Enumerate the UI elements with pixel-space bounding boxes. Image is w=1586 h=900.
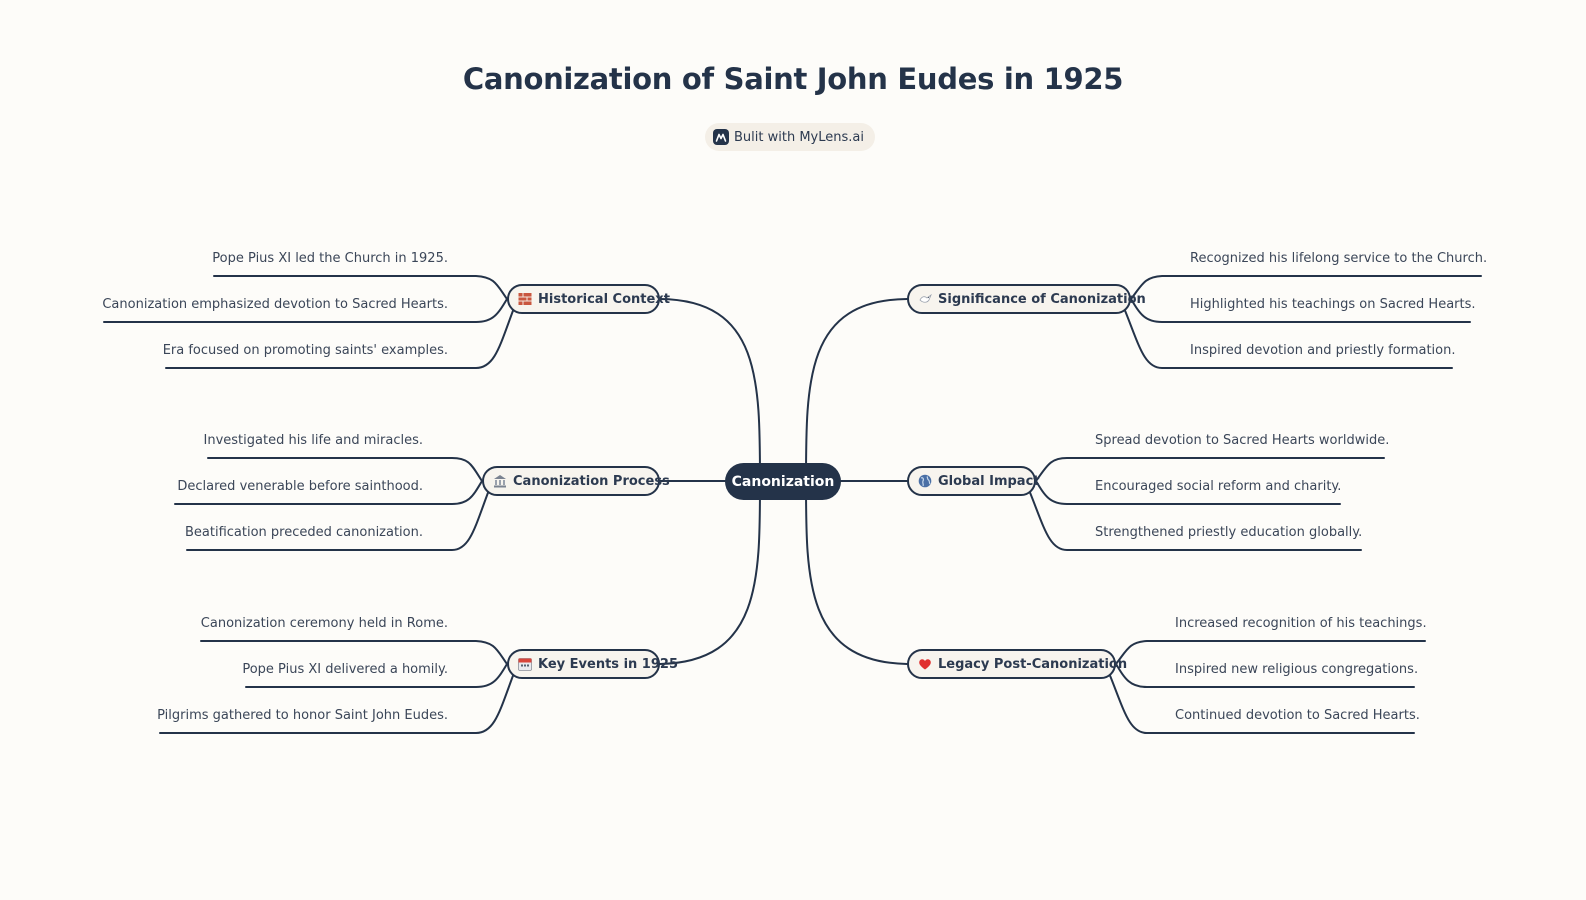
- link-events: [660, 482, 760, 664]
- badge-label: Bulit with MyLens.ai: [734, 129, 864, 145]
- leaf-process-3: Beatification preceded canonization.: [185, 525, 423, 540]
- node-legacy-post-canonization[interactable]: [907, 649, 1128, 679]
- leaf-events-2: Pope Pius XI delivered a homily.: [242, 662, 448, 677]
- leaf-line-events-1: [201, 641, 507, 664]
- link-significance: [806, 299, 907, 482]
- leaf-process-1: Investigated his life and miracles.: [203, 433, 423, 448]
- leaf-line-process-1: [208, 458, 482, 481]
- leaf-significance-3: Inspired devotion and priestly formation.: [1190, 343, 1456, 358]
- central-node[interactable]: Canonization: [725, 463, 841, 500]
- node-canonization-process[interactable]: [482, 466, 670, 496]
- leaf-global-1: Spread devotion to Sacred Hearts worldwide.: [1095, 433, 1390, 448]
- leaf-line-historical-1: [214, 276, 507, 299]
- leaf-line-historical-3: [166, 308, 514, 368]
- leaf-line-process-3: [187, 490, 489, 550]
- brick-wall-icon: [518, 292, 532, 306]
- leaf-global-2: Encouraged social reform and charity.: [1095, 479, 1342, 494]
- link-historical: [660, 299, 760, 482]
- leaf-historical-1: Pope Pius XI led the Church in 1925.: [212, 251, 448, 266]
- dove-icon: [918, 292, 932, 306]
- node-label: Historical Context: [538, 291, 670, 307]
- leaf-line-significance-3: [1124, 308, 1452, 368]
- node-label: Significance of Canonization: [938, 291, 1146, 307]
- node-key-events-1925[interactable]: [507, 649, 678, 679]
- node-label: Legacy Post-Canonization: [938, 656, 1128, 672]
- globe-icon: [918, 474, 932, 488]
- leaf-process-2: Declared venerable before sainthood.: [177, 479, 423, 494]
- leaf-events-1: Canonization ceremony held in Rome.: [200, 616, 448, 631]
- node-label: Canonization Process: [513, 473, 670, 489]
- link-legacy: [806, 482, 907, 664]
- leaf-line-events-3: [160, 673, 514, 733]
- leaf-significance-2: Highlighted his teachings on Sacred Hearts.: [1190, 297, 1476, 312]
- leaf-line-global-1: [1036, 458, 1384, 481]
- leaf-legacy-1: Increased recognition of his teachings.: [1175, 616, 1427, 631]
- node-label: Global Impact: [938, 473, 1040, 489]
- leaf-line-legacy-1: [1116, 641, 1425, 664]
- leaf-line-global-3: [1029, 490, 1361, 550]
- leaf-events-3: Pilgrims gathered to honor Saint John Eudes.: [157, 708, 448, 723]
- page-title: Canonization of Saint John Eudes in 1925: [462, 62, 1124, 96]
- leaf-historical-3: Era focused on promoting saints' examples.: [162, 343, 448, 358]
- node-significance-of-canonization[interactable]: [907, 284, 1146, 314]
- leaf-line-legacy-3: [1109, 673, 1414, 733]
- red-heart-icon: [918, 657, 932, 671]
- leaf-legacy-3: Continued devotion to Sacred Hearts.: [1175, 708, 1420, 723]
- leaf-significance-1: Recognized his lifelong service to the Church.: [1190, 251, 1488, 266]
- calendar-icon: [518, 657, 532, 671]
- leaf-historical-2: Canonization emphasized devotion to Sacred Hearts.: [102, 297, 448, 312]
- classical-building-icon: [493, 474, 507, 488]
- leaf-global-3: Strengthened priestly education globally.: [1095, 525, 1363, 540]
- node-historical-context[interactable]: [507, 284, 670, 314]
- leaf-line-significance-1: [1131, 276, 1481, 299]
- node-global-impact[interactable]: [907, 466, 1040, 496]
- node-label: Key Events in 1925: [538, 656, 678, 672]
- leaf-legacy-2: Inspired new religious congregations.: [1175, 662, 1419, 677]
